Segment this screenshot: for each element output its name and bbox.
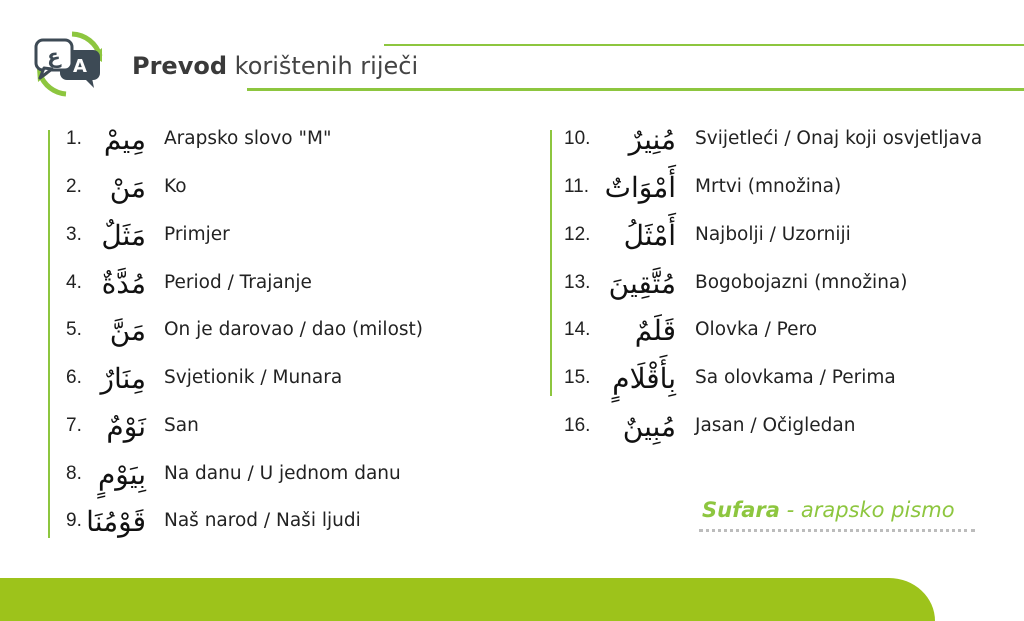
word-translation: Na danu / U jednom danu bbox=[164, 463, 401, 484]
word-number: 7. bbox=[66, 415, 82, 436]
word-number: 1. bbox=[66, 128, 82, 149]
arabic-word: نَوْمٌ bbox=[106, 410, 146, 443]
header-divider-top bbox=[384, 44, 1024, 46]
word-translation: Svijetleći / Onaj koji osvjetljava bbox=[695, 128, 983, 149]
page-title-rest: korištenih riječi bbox=[227, 52, 419, 80]
word-translation: Najbolji / Uzorniji bbox=[695, 224, 851, 245]
word-translation: Svjetionik / Munara bbox=[164, 367, 343, 388]
word-number: 16. bbox=[564, 415, 591, 436]
word-number: 4. bbox=[66, 272, 82, 293]
word-translation: Ko bbox=[164, 176, 187, 197]
word-number: 2. bbox=[66, 176, 82, 197]
page-title bbox=[132, 52, 418, 80]
word-number: 15. bbox=[564, 367, 591, 388]
word-number: 6. bbox=[66, 367, 82, 388]
brand-caption bbox=[702, 498, 955, 522]
word-number: 13. bbox=[564, 272, 591, 293]
word-number: 3. bbox=[66, 224, 82, 245]
arabic-word: مُبِينٌ bbox=[622, 410, 676, 443]
arabic-word: بِأَقْلَامٍ bbox=[612, 362, 676, 395]
brand-tagline: - arapsko pismo bbox=[779, 498, 955, 522]
translation-logo-icon bbox=[32, 30, 104, 98]
word-number: 8. bbox=[66, 463, 82, 484]
word-number: 14. bbox=[564, 319, 591, 340]
word-translation: Bogobojazni (množina) bbox=[695, 272, 908, 293]
arabic-word: مِنَارٌ bbox=[100, 362, 146, 395]
word-translation: Sa olovkama / Perima bbox=[695, 367, 896, 388]
word-number: 10. bbox=[564, 128, 591, 149]
word-translation: Primjer bbox=[164, 224, 230, 245]
arabic-word: مُدَّةٌ bbox=[101, 267, 146, 300]
word-translation: Mrtvi (množina) bbox=[695, 176, 842, 197]
arabic-word: قَوْمُنَا bbox=[86, 505, 146, 538]
word-translation: San bbox=[164, 415, 199, 436]
word-translation: Naš narod / Naši ljudi bbox=[164, 510, 361, 531]
arabic-word: مُتَّقِينَ bbox=[608, 267, 676, 300]
word-translation: Period / Trajanje bbox=[164, 272, 312, 293]
arabic-word: قَلَمٌ bbox=[634, 314, 676, 347]
word-translation: Olovka / Pero bbox=[695, 319, 818, 340]
brand-name: Sufara bbox=[702, 498, 780, 522]
arabic-word: أَمْثَلُ bbox=[623, 219, 676, 252]
arabic-word: مَنَّ bbox=[109, 314, 146, 347]
arabic-word: مَثَلٌ bbox=[101, 219, 146, 252]
word-translation: Arapsko slovo "M" bbox=[164, 128, 332, 149]
arabic-word: مَنْ bbox=[109, 171, 146, 204]
arabic-word: بِيَوْمٍ bbox=[97, 458, 146, 491]
arabic-word: مُنِيرٌ bbox=[628, 123, 676, 156]
right-column-divider bbox=[550, 130, 552, 396]
logo-arabic-letter: ع bbox=[47, 44, 61, 68]
header-divider-bottom bbox=[247, 88, 1024, 91]
word-translation: On je darovao / dao (milost) bbox=[164, 319, 423, 340]
word-number: 12. bbox=[564, 224, 591, 245]
logo-latin-letter: A bbox=[73, 56, 87, 77]
arabic-word: مِيمْ bbox=[103, 123, 146, 156]
footer-bar bbox=[0, 578, 935, 621]
arabic-word: أَمْوَاتٌ bbox=[604, 171, 676, 204]
brand-dotted-underline bbox=[699, 529, 975, 532]
word-translation: Jasan / Očigledan bbox=[695, 415, 856, 436]
page-title-bold: Prevod bbox=[132, 52, 228, 80]
left-column-divider bbox=[48, 130, 50, 538]
word-number: 9. bbox=[66, 510, 82, 531]
word-number: 5. bbox=[66, 319, 82, 340]
word-number: 11. bbox=[564, 176, 590, 197]
